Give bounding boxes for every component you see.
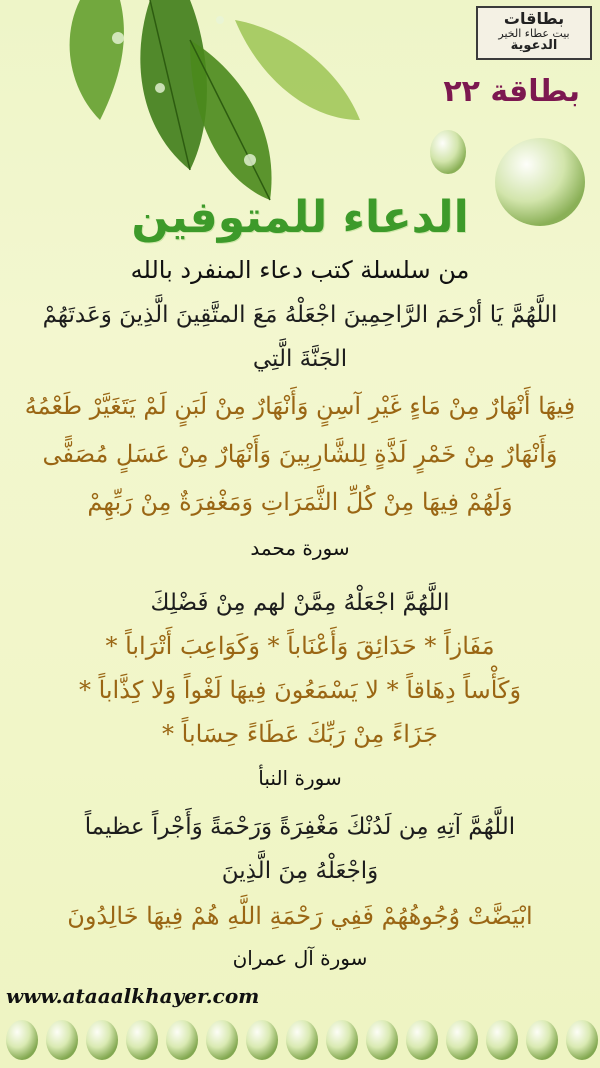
water-drop	[526, 1020, 558, 1060]
water-drop	[246, 1020, 278, 1060]
logo-line1: بطاقات	[503, 9, 565, 28]
water-drop	[286, 1020, 318, 1060]
prayer-line: اللَّهُمَّ اجْعَلْهُ مِمَّنْ لهم مِنْ فَضْلِكَ	[150, 590, 450, 616]
water-drop	[446, 1020, 478, 1060]
verse-line: ابْيَضَّتْ وُجُوهُهُمْ فَفِي رَحْمَةِ اللَّهِ هُمْ فِيهَا خَالِدُونَ	[67, 902, 533, 930]
water-drop	[326, 1020, 358, 1060]
subtitle: من سلسلة كتب دعاء المنفرد بالله	[130, 256, 470, 284]
verse-line: جَزَاءً مِنْ رَبِّكَ عَطَاءً حِسَاباً *	[162, 720, 438, 748]
water-drop	[86, 1020, 118, 1060]
water-drop	[406, 1020, 438, 1060]
water-drop	[6, 1020, 38, 1060]
water-drop	[166, 1020, 198, 1060]
website-link[interactable]: www.ataaalkhayer.com	[6, 984, 260, 1008]
prayer-line: اللَّهُمَّ يَا أرْحَمَ الرَّاحِمِينَ اجْعَلْهُ مَعَ المتَّقِينَ الَّذِينَ وَعَدتَهُمْ	[42, 302, 558, 328]
verse-line: مَفَازاً * حَدَائِقَ وَأَعْنَاباً * وَكَوَاعِبَ أَتْرَاباً *	[105, 632, 495, 660]
verse-line: وَكَأْساً دِهَاقاً * لا يَسْمَعُونَ فِيهَا لَغْواً وَلا كِذَّاباً *	[78, 676, 522, 704]
publisher-logo	[476, 6, 592, 60]
card-number: بطاقة ٢٢	[443, 74, 580, 109]
water-drop	[566, 1020, 598, 1060]
page-title: الدعاء للمتوفين	[131, 192, 469, 243]
prayer-line: اللَّهُمَّ آتِهِ مِن لَدُنْكَ مَغْفِرَةً وَرَحْمَةً وَأَجْراً عظيماً	[84, 814, 516, 840]
prayer-line: الجَنَّةَ الَّتِي	[252, 346, 348, 372]
sura-name: سورة محمد	[250, 536, 350, 560]
water-drop	[206, 1020, 238, 1060]
water-drop	[366, 1020, 398, 1060]
bottom-drops-decoration	[0, 1010, 600, 1068]
sura-name: سورة النبأ	[258, 766, 342, 790]
logo-line3: الدعوية	[510, 38, 558, 54]
water-drop	[486, 1020, 518, 1060]
water-drop	[126, 1020, 158, 1060]
water-drop	[46, 1020, 78, 1060]
prayer-line: وَاجْعَلْهُ مِنَ الَّذِينَ	[221, 858, 379, 884]
verse-line: وَأَنْهَارٌ مِنْ خَمْرٍ لَذَّةٍ لِلشَّارِبِينَ وَأَنْهَارٌ مِنْ عَسَلٍ مُصَفًّى	[42, 440, 558, 468]
verse-line: وَلَهُمْ فِيهَا مِنْ كُلِّ الثَّمَرَاتِ وَمَغْفِرَةٌ مِنْ رَبِّهِمْ	[87, 488, 513, 516]
logo-line2: بيت عطاء الخير	[498, 26, 570, 40]
verse-line: فِيهَا أَنْهَارٌ مِنْ مَاءٍ غَيْرِ آسِنٍ وَأَنْهَارٌ مِنْ لَبَنٍ لَمْ يَتَغَيَّرْ طَعْمُهُ	[24, 392, 576, 420]
sura-name: سورة آل عمران	[232, 946, 368, 970]
